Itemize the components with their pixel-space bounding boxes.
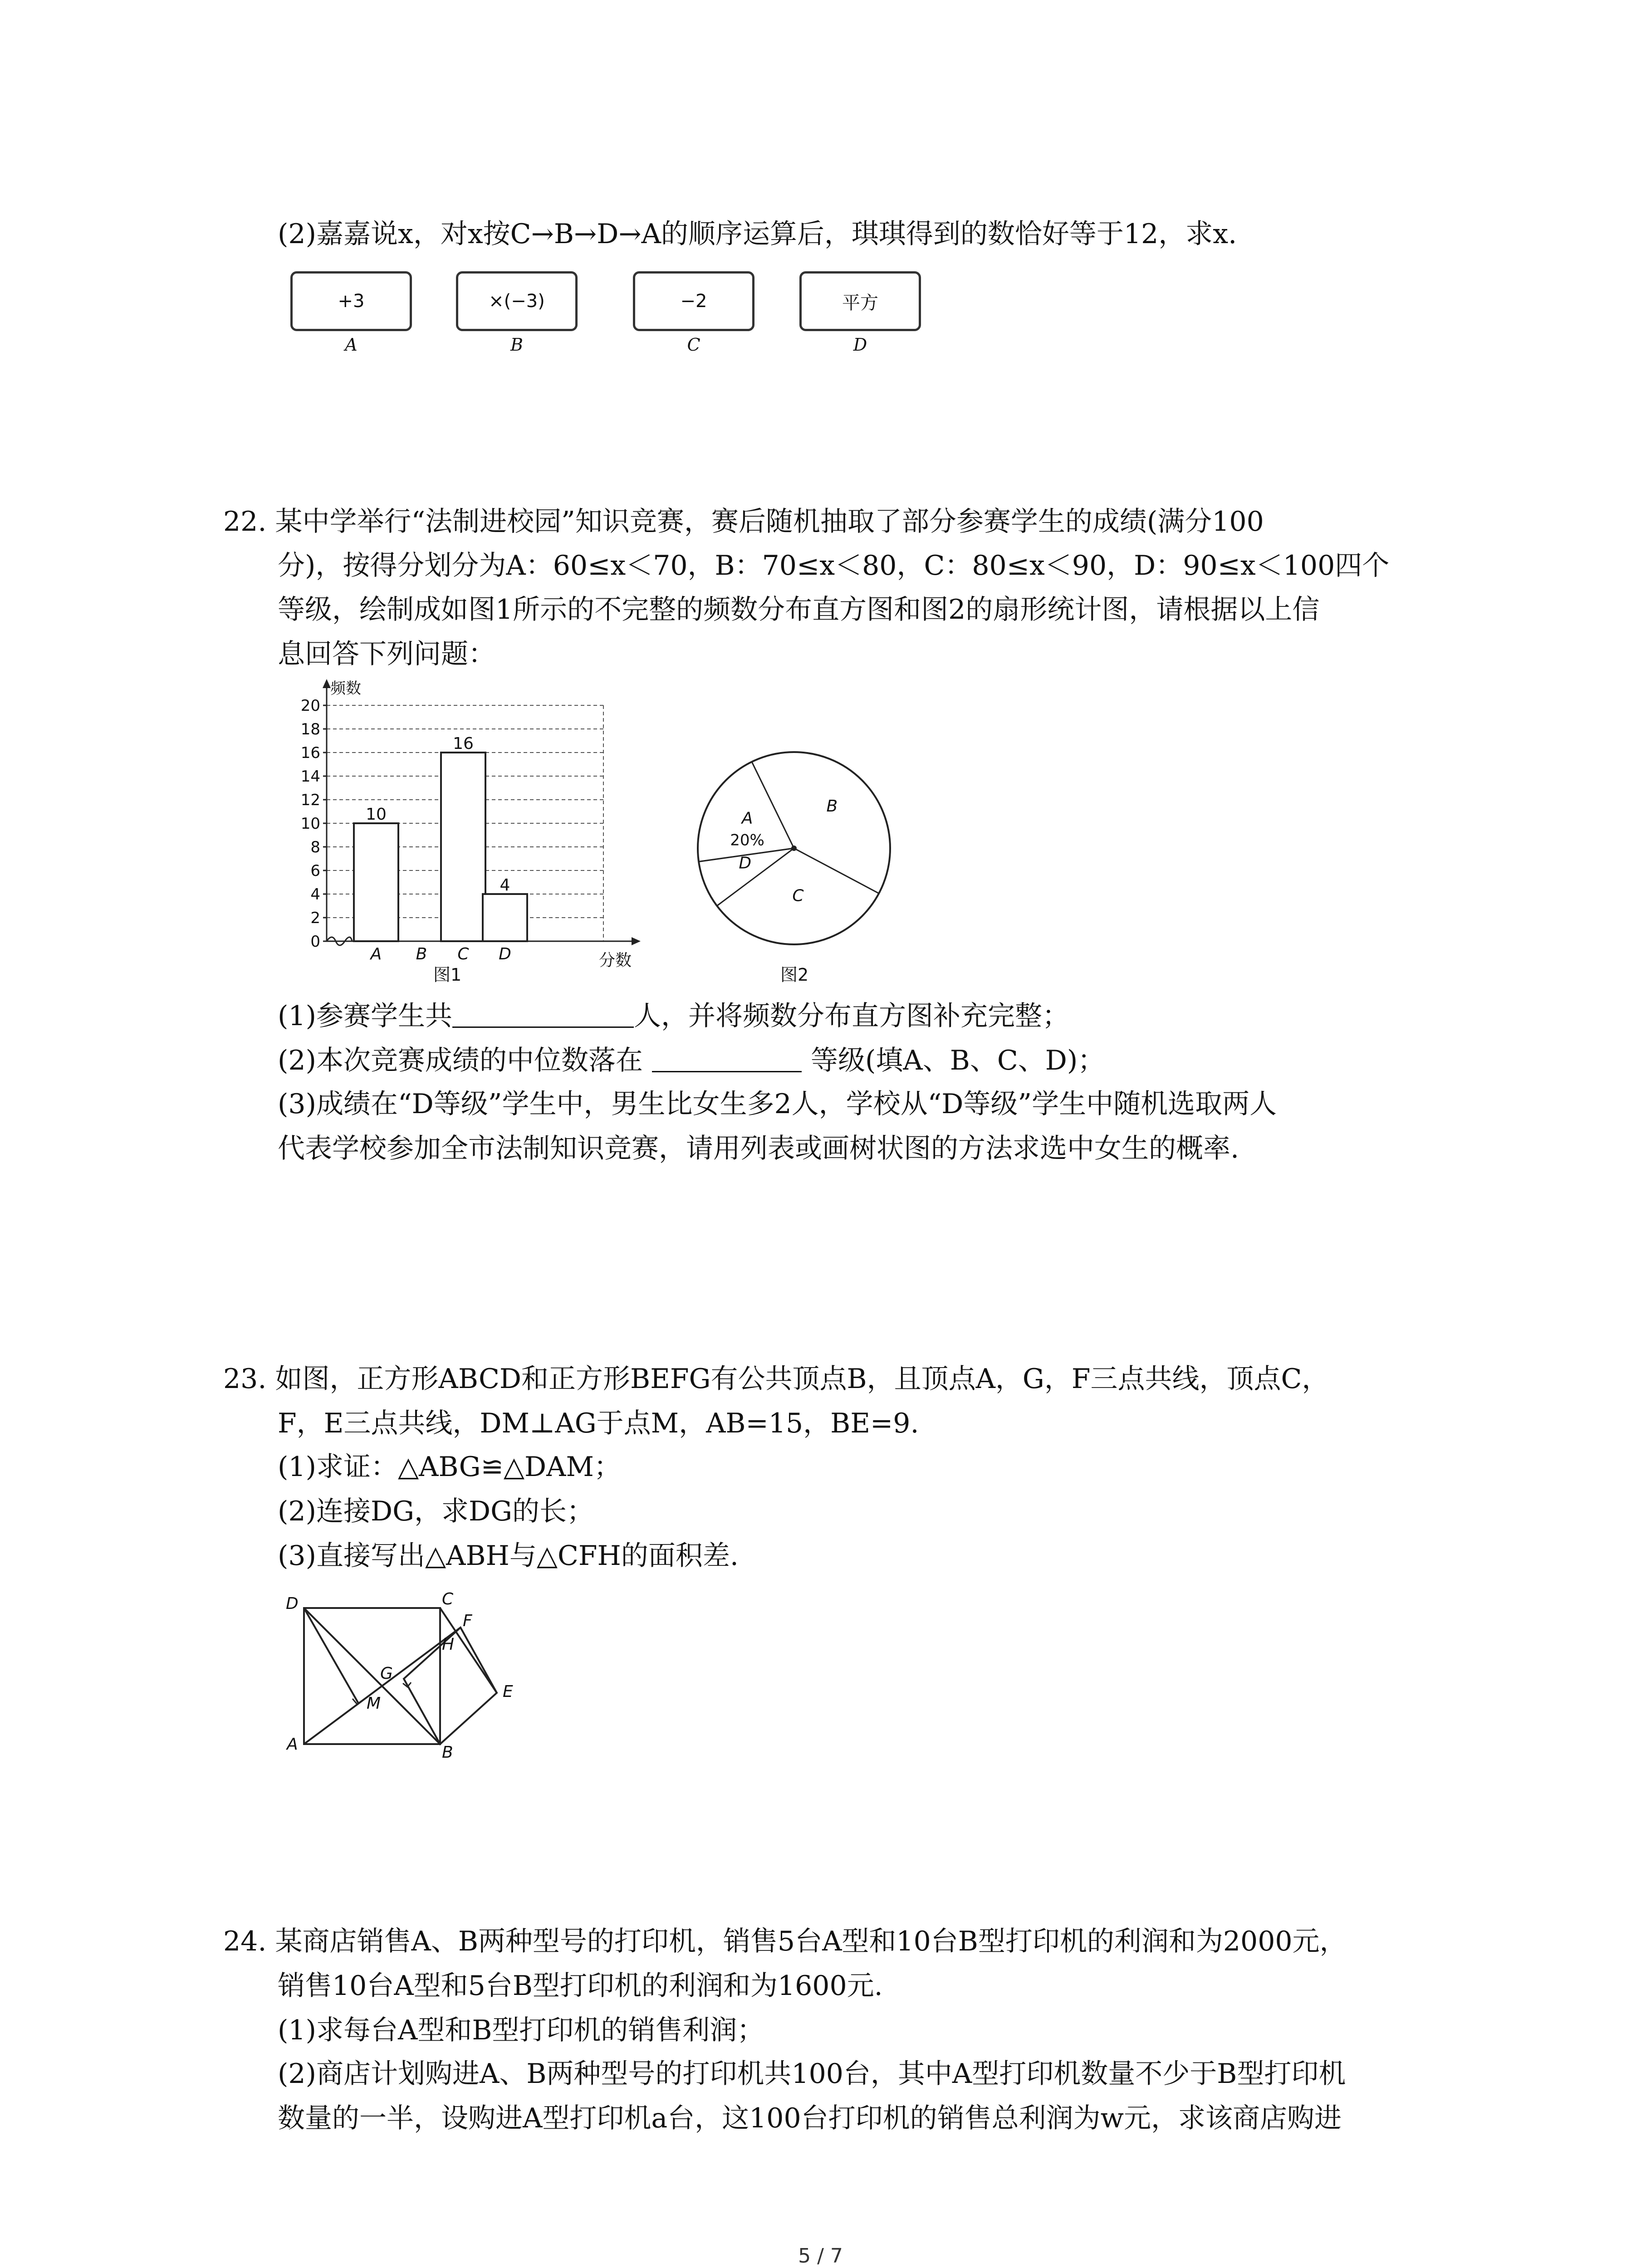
y-tick-label: 14	[300, 767, 320, 786]
bar-D	[483, 894, 527, 941]
category-label-B: B	[416, 945, 427, 963]
page-number: 5 / 7	[798, 2244, 843, 2268]
fig2-caption: 图2	[780, 965, 809, 985]
geometry-figure	[281, 1590, 535, 1767]
q22-part2	[278, 1041, 1105, 1080]
y-tick-label: 12	[300, 791, 320, 809]
q23-line1: 23. 如图，正方形ABCD和正方形BEFG有公共顶点B，且顶点A，G，F三点共线，顶点C，	[223, 1363, 1329, 1395]
q24-part2-line2: 数量的一半，设购进A型打印机a台，这100台打印机的销售总利润为w元，求该商店购进	[278, 2102, 1342, 2134]
pie-label-A: A	[741, 809, 753, 828]
category-label-A: A	[370, 945, 382, 963]
op-box-d-text: 平方	[842, 292, 878, 313]
q21-part2: (2)嘉嘉说x，对x按C→B→D→A的顺序运算后，琪琪得到的数恰好等于12，求x.	[278, 218, 1237, 250]
op-box-c-text: −2	[680, 291, 707, 312]
category-label-D: D	[499, 945, 511, 963]
pie-label-C: C	[792, 886, 804, 905]
y-tick-label: 4	[310, 885, 320, 904]
pie-label-D: D	[739, 854, 752, 873]
label-point-a: A	[287, 1735, 298, 1754]
q24-part1: (1)求每台A型和B型打印机的销售利润；	[278, 2014, 764, 2046]
x-axis-title: 分数	[599, 951, 632, 968]
frequency-histogram	[272, 678, 662, 968]
q23-part1: (1)求证：△ABG≌△DAM；	[278, 1451, 621, 1483]
answer-blank-2[interactable]	[652, 1044, 802, 1072]
op-box-a-text: +3	[338, 291, 365, 312]
answer-blank-1[interactable]	[452, 999, 634, 1028]
op-box-d	[799, 271, 921, 331]
op-label-b: B	[510, 335, 523, 355]
fig1-caption: 图1	[433, 965, 462, 985]
y-tick-label: 8	[310, 838, 320, 856]
q22-part3-line1: (3)成绩在“D等级”学生中，男生比女生多2人，学校从“D等级”学生中随机选取两人	[278, 1088, 1277, 1120]
q22-part1-text-b: 人，并将频数分布直方图补充完整；	[634, 1000, 1069, 1032]
op-box-a	[290, 271, 412, 331]
q22-line3: 等级，绘制成如图1所示的不完整的频数分布直方图和图2的扇形统计图，请根据以上信	[278, 594, 1320, 626]
op-box-c	[633, 271, 754, 331]
bar-C	[441, 753, 485, 941]
y-tick-label: 2	[310, 909, 320, 927]
label-point-b: B	[442, 1743, 453, 1762]
pie-chart	[690, 744, 898, 953]
y-axis-arrow	[323, 679, 331, 688]
category-label-C: C	[457, 945, 469, 963]
q23-part3: (3)直接写出△ABH与△CFH的面积差.	[278, 1540, 739, 1572]
y-tick-label: 6	[310, 862, 320, 880]
q22-part1	[278, 997, 1069, 1035]
label-point-h: H	[442, 1635, 455, 1654]
q22-line4: 息回答下列问题：	[278, 638, 495, 670]
pie-label-B: B	[826, 797, 838, 816]
q22-part2-text-b: 等级(填A、B、C、D)；	[811, 1045, 1105, 1076]
q22-part3-line2: 代表学校参加全市法制知识竞赛，请用列表或画树状图的方法求选中女生的概率.	[278, 1133, 1239, 1164]
op-label-a: A	[345, 335, 358, 355]
x-axis-arrow	[632, 937, 641, 945]
y-axis-title: 频数	[330, 679, 361, 698]
data-label-D: 4	[500, 876, 510, 894]
y-tick-label: 16	[300, 744, 320, 762]
line-dm	[304, 1608, 358, 1703]
q24-line1: 24. 某商店销售A、B两种型号的打印机，销售5台A型和10台B型打印机的利润和为2000元，	[223, 1926, 1347, 1957]
y-tick-label: 18	[300, 720, 320, 738]
data-label-C: 16	[453, 734, 474, 753]
q24-part2-line1: (2)商店计划购进A、B两种型号的打印机共100台，其中A型打印机数量不少于B型打印机	[278, 2058, 1346, 2090]
label-point-f: F	[463, 1612, 472, 1630]
q22-part2-text-a: (2)本次竞赛成绩的中位数落在	[278, 1045, 643, 1076]
y-tick-label: 10	[300, 815, 320, 833]
data-label-A: 10	[366, 805, 387, 824]
line-db	[304, 1608, 440, 1744]
op-box-b	[456, 271, 578, 331]
q22-part1-text-a: (1)参赛学生共	[278, 1000, 452, 1032]
label-point-g: G	[380, 1664, 393, 1683]
pie-center-dot	[791, 846, 797, 851]
label-point-c: C	[442, 1590, 454, 1608]
label-point-m: M	[367, 1694, 381, 1713]
bar-A	[354, 823, 398, 941]
label-point-d: D	[286, 1594, 299, 1613]
q24-line2: 销售10台A型和5台B型打印机的利润和为1600元.	[278, 1970, 883, 2002]
q23-line2: F，E三点共线，DM⊥AG于点M，AB=15，BE=9.	[278, 1408, 919, 1439]
q22-line1: 22. 某中学举行“法制进校园”知识竞赛，赛后随机抽取了部分参赛学生的成绩(满分100	[223, 506, 1264, 538]
op-box-b-text: ×(−3)	[489, 291, 545, 312]
y-tick-label: 20	[300, 697, 320, 715]
q23-part2: (2)连接DG，求DG的长；	[278, 1496, 594, 1527]
op-label-d: D	[853, 335, 867, 355]
q22-line2: 分)，按得分划分为A：60≤x＜70，B：70≤x＜80，C：80≤x＜90，D：90≤x＜100四个	[278, 550, 1390, 582]
y-tick-label: 0	[310, 933, 320, 951]
label-point-e: E	[503, 1682, 513, 1701]
pie-percent-A: 20%	[730, 831, 764, 850]
op-label-c: C	[687, 335, 700, 355]
